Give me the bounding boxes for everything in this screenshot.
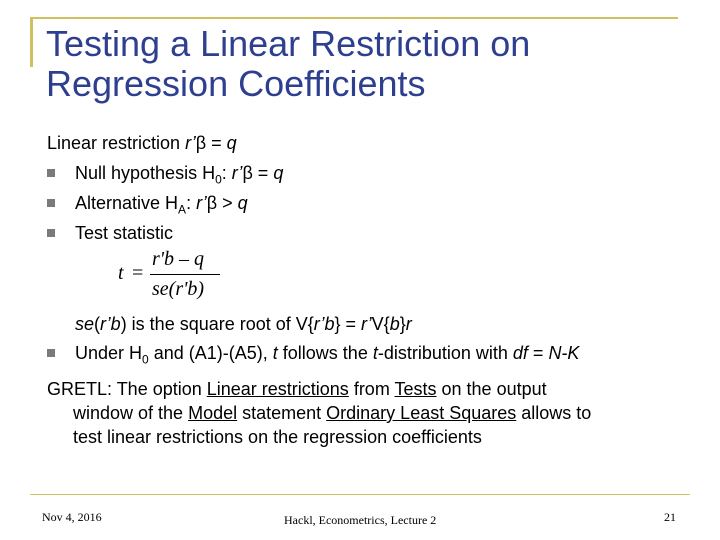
bullet-null-hypothesis <box>75 162 283 191</box>
se-p2: ) is the square root of V{ <box>120 314 314 334</box>
formula-denominator: se(r'b) <box>152 278 205 300</box>
bullet-marker <box>47 349 55 357</box>
gretl-tests: Tests <box>394 379 437 399</box>
gretl-p6: allows to <box>516 403 592 423</box>
bullet-marker <box>47 169 55 177</box>
bullet-r: r’ <box>231 163 243 183</box>
intro-r: r’ <box>185 133 196 153</box>
frame-vertical-rule <box>30 17 33 67</box>
b4-p5: = <box>527 343 549 363</box>
b4-t2: t <box>372 343 378 363</box>
bullet-beta: β <box>242 163 253 183</box>
bullet-label: Alternative H <box>75 193 179 213</box>
bullet-rel: = <box>252 163 274 183</box>
bullet-marker <box>47 229 55 237</box>
se-se: se <box>75 314 95 334</box>
b4-p3: follows the <box>277 343 373 363</box>
gretl-p5: statement <box>237 403 327 423</box>
formula-numerator: r'b – q <box>152 248 205 270</box>
b4-p2: and (A1)-(A5), <box>148 343 273 363</box>
formula-eq: = <box>132 262 144 284</box>
bullet-q: q <box>237 193 248 213</box>
bullet-beta: β <box>206 193 218 213</box>
slide-title: Testing a Linear Restriction on Regression Coefficients <box>46 23 531 104</box>
se-p5: } <box>399 314 406 334</box>
bullet-marker <box>47 199 55 207</box>
se-r2: r <box>405 314 412 334</box>
gretl-p3: on the output <box>436 379 547 399</box>
bullet-sub: A <box>178 202 187 217</box>
b4-nk: N-K <box>548 343 580 363</box>
footer-center: Hackl, Econometrics, Lecture 2 <box>284 513 437 527</box>
se-p4: V{ <box>371 314 390 334</box>
se-b: b <box>389 314 400 334</box>
gretl-p4: window of the <box>73 403 189 423</box>
intro-beta: β <box>195 133 207 153</box>
gretl-ols: Ordinary Least Squares <box>326 403 517 423</box>
bullet-label: Null hypothesis H <box>75 163 216 183</box>
page-number: 21 <box>664 510 676 524</box>
se-rb2: r’b <box>313 314 335 334</box>
bullet-q: q <box>273 163 284 183</box>
bullet-r: r’ <box>196 193 207 213</box>
intro-eq: = <box>206 133 227 153</box>
bullet-colon: : <box>221 163 232 183</box>
fraction-bar <box>150 274 220 275</box>
formula-t: t <box>118 262 124 284</box>
gretl-p2: from <box>348 379 395 399</box>
bullet-test-statistic: Test statistic <box>75 223 174 243</box>
intro-q: q <box>226 133 237 153</box>
bullet-alternative-hypothesis <box>75 192 248 221</box>
gretl-model: Model <box>188 403 238 423</box>
b4-p4: -distribution with <box>377 343 513 363</box>
b4-df: df <box>512 343 528 363</box>
b4-sub: 0 <box>142 352 149 367</box>
se-p1: ( <box>94 314 101 334</box>
gretl-line2 <box>47 401 667 425</box>
se-note <box>75 313 412 335</box>
bullet-colon: : <box>186 193 197 213</box>
intro-line <box>47 132 237 154</box>
b4-t: t <box>272 343 278 363</box>
gretl-p1: GRETL: The option <box>47 379 207 399</box>
footer-date: Nov 4, 2016 <box>42 510 102 524</box>
gretl-note <box>47 377 667 449</box>
se-rb: r’b <box>100 314 121 334</box>
se-p3: } = <box>334 314 361 334</box>
bullet-distribution <box>75 342 579 371</box>
se-r: r’ <box>361 314 372 334</box>
gretl-linear-restrictions: Linear restrictions <box>206 379 349 399</box>
footer-rule <box>30 494 690 495</box>
intro-prefix: Linear restriction <box>47 133 186 153</box>
bullet-rel: > <box>217 193 238 213</box>
b4-p1: Under H <box>75 343 143 363</box>
t-statistic-formula <box>118 246 228 306</box>
gretl-line3: test linear restrictions on the regression coefficients <box>73 427 482 447</box>
frame-horizontal-rule <box>30 17 678 19</box>
bullet-sub: 0 <box>215 172 222 187</box>
